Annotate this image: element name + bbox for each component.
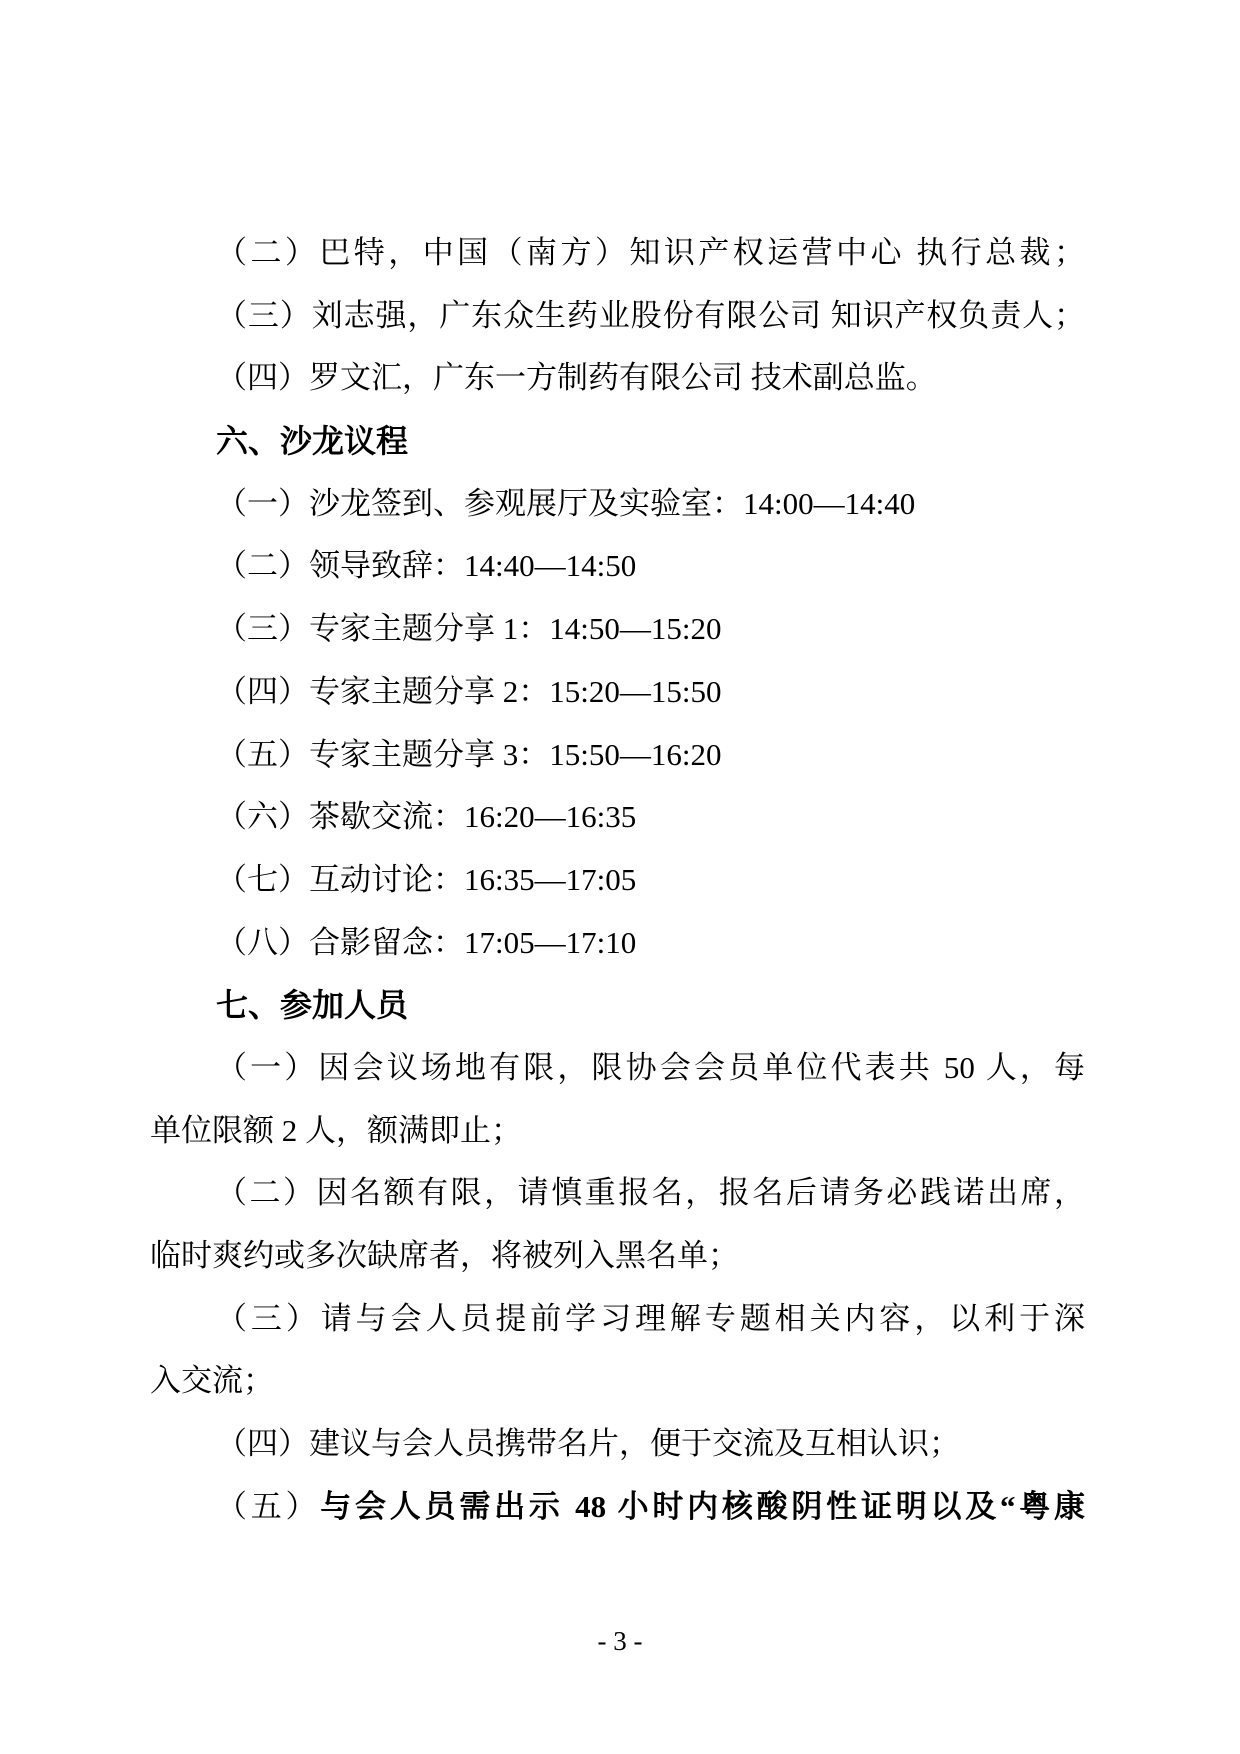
document-body xyxy=(150,222,1085,1538)
agenda-item: （一）沙龙签到、参观展厅及实验室：14:00—14:40 xyxy=(216,485,916,521)
participant-note: （四）建议与会人员携带名片，便于交流及互相认识； xyxy=(216,1426,960,1462)
participant-note-continuation: 单位限额 2 人，额满即止； xyxy=(150,1112,522,1148)
agenda-item: （八）合影留念：17:05—17:10 xyxy=(216,924,637,960)
participant-note-bold-text: 与会人员需出示 48 小时内核酸阴性证明以及“粤康 xyxy=(320,1488,1085,1524)
participant-note: （一）因会议场地有限，限协会会员单位代表共 50 人，每 xyxy=(216,1049,1085,1085)
participant-note-prefix: （五） xyxy=(216,1488,321,1524)
agenda-item: （三）专家主题分享 1：14:50—15:20 xyxy=(216,611,722,647)
agenda-item: （二）领导致辞：14:40—14:50 xyxy=(216,548,637,584)
agenda-item: （五）专家主题分享 3：15:50—16:20 xyxy=(216,736,722,772)
agenda-item: （七）互动讨论：16:35—17:05 xyxy=(216,861,637,897)
speaker-line: （三）刘志强，广东众生药业股份有限公司 知识产权负责人； xyxy=(216,297,1085,333)
participant-note: （三）请与会人员提前学习理解专题相关内容，以利于深 xyxy=(216,1300,1085,1336)
participant-note: （二）因名额有限，请慎重报名，报名后请务必践诺出席， xyxy=(216,1175,1085,1211)
speaker-line: （二）巴特，中国（南方）知识产权运营中心 执行总裁； xyxy=(216,235,1085,270)
section-heading-agenda: 六、沙龙议程 xyxy=(216,423,409,460)
page-number: - 3 - xyxy=(597,1626,643,1656)
agenda-item: （四）专家主题分享 2：15:20—15:50 xyxy=(216,673,722,709)
speaker-line: （四）罗文汇，广东一方制药有限公司 技术副总监。 xyxy=(216,360,937,396)
participant-note xyxy=(150,1476,1085,1539)
participant-note-continuation: 临时爽约或多次缺席者，将被列入黑名单； xyxy=(150,1238,739,1273)
section-heading-participants: 七、参加人员 xyxy=(216,987,409,1024)
participant-note-continuation: 入交流； xyxy=(150,1363,274,1399)
agenda-item: （六）茶歇交流：16:20—16:35 xyxy=(216,799,637,835)
